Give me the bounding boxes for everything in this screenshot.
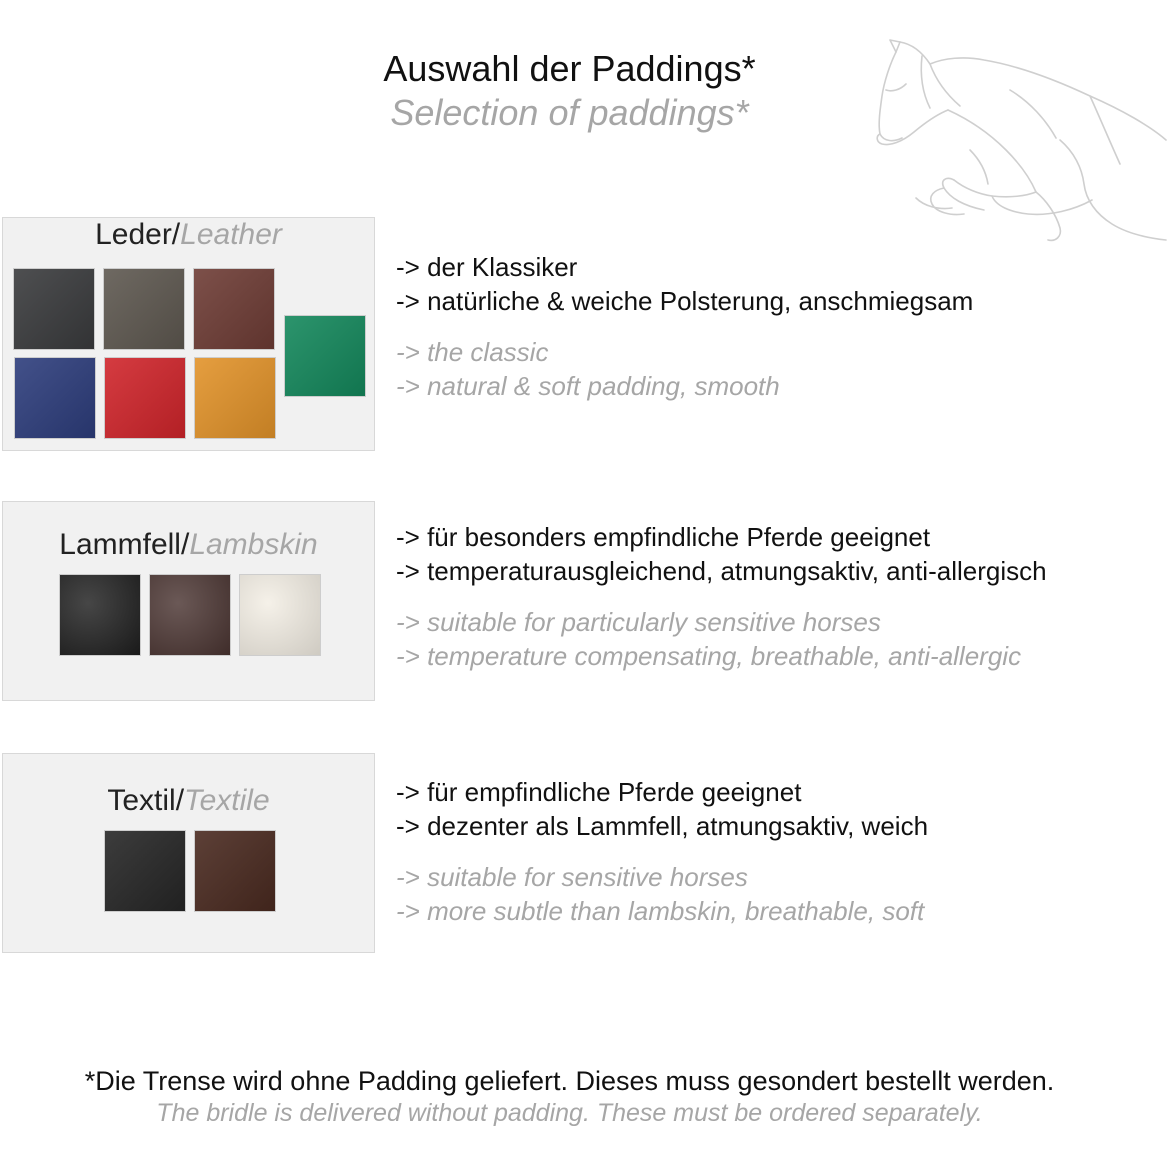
textile-swatch-black[interactable] (105, 831, 185, 911)
leather-label-en: Leather (180, 218, 282, 251)
lambskin-label (3, 528, 374, 562)
lambskin-label-en: Lambskin (189, 528, 318, 561)
leather-label (3, 218, 374, 252)
lambskin-panel (2, 501, 375, 701)
leather-swatch-navy-blue[interactable] (15, 358, 95, 438)
lambskin-desc-en-2: -> temperature compensating, breathable, anti-allergic (396, 641, 1022, 671)
lambskin-swatch-natural-white[interactable] (240, 575, 320, 655)
leather-swatch-taupe[interactable] (104, 269, 184, 349)
lambskin-desc-de-1: -> für besonders empfindliche Pferde geeignet (396, 522, 931, 552)
leather-desc-de-1: -> der Klassiker (396, 252, 578, 282)
textile-desc-en-1: -> suitable for sensitive horses (396, 862, 748, 892)
leather-swatch-black[interactable] (14, 269, 94, 349)
textile-label (3, 784, 374, 818)
leather-desc-de-2: -> natürliche & weiche Polsterung, anschmiegsam (396, 286, 974, 316)
leather-swatch-red[interactable] (105, 358, 185, 438)
lambskin-swatch-brown[interactable] (150, 575, 230, 655)
leather-description (396, 250, 973, 403)
lambskin-label-de: Lammfell/ (59, 528, 190, 561)
textile-panel (2, 753, 375, 953)
textile-desc-en-2: -> more subtle than lambskin, breathable, soft (396, 896, 925, 926)
textile-label-en: Textile (184, 784, 270, 817)
textile-desc-de-1: -> für empfindliche Pferde geeignet (396, 777, 802, 807)
lambskin-swatch-black[interactable] (60, 575, 140, 655)
textile-description (396, 775, 928, 928)
horse-sketch-icon (860, 30, 1168, 245)
leather-swatch-orange[interactable] (195, 358, 275, 438)
leather-panel (2, 217, 375, 451)
leather-desc-en-1: -> the classic (396, 337, 549, 367)
textile-desc-de-2: -> dezenter als Lammfell, atmungsaktiv, weich (396, 811, 929, 841)
leather-swatch-green[interactable] (285, 316, 365, 396)
textile-label-de: Textil/ (107, 784, 185, 817)
page-title: Auswahl der Paddings* (383, 48, 756, 89)
leather-label-de: Leder/ (95, 218, 181, 251)
lambskin-desc-de-2: -> temperaturausgleichend, atmungsaktiv, anti-allergisch (396, 556, 1047, 586)
leather-desc-en-2: -> natural & soft padding, smooth (396, 371, 780, 401)
leather-swatch-bordeaux-brown[interactable] (194, 269, 274, 349)
lambskin-description (396, 520, 1047, 673)
footer-note-en: The bridle is delivered without padding. These must be ordered separately. (156, 1099, 983, 1127)
textile-swatch-brown[interactable] (195, 831, 275, 911)
page-subtitle: Selection of paddings* (390, 92, 749, 133)
footer-note-de: *Die Trense wird ohne Padding geliefert. Dieses muss gesondert bestellt werden. (84, 1066, 1055, 1096)
lambskin-desc-en-1: -> suitable for particularly sensitive horses (396, 607, 881, 637)
